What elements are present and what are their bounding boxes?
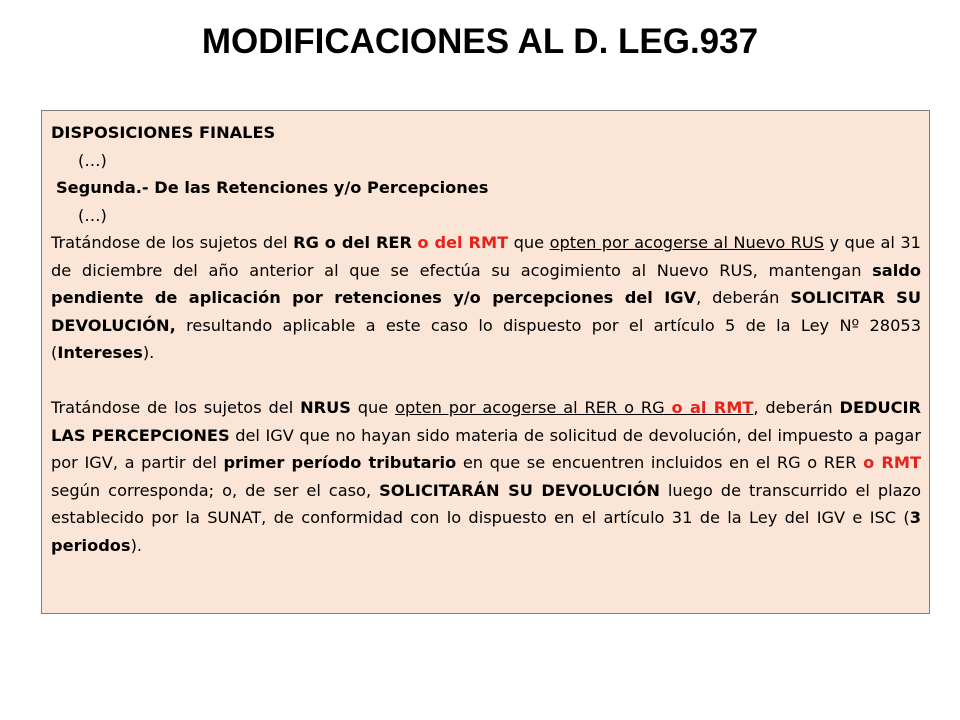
ellipsis-2: (…)	[78, 205, 107, 225]
term-saldo-pendiente: saldo pendiente de aplicación por retenciones y/o percepciones del IGV	[51, 260, 921, 307]
underlined-opten-rer-rg: opten por acogerse al RER o RG o al RMT	[395, 398, 754, 417]
term-solicitaran-devolucion: SOLICITARÁN SU DEVOLUCIÓN	[379, 480, 660, 500]
term-solicitar-devolucion: SOLICITAR SU DEVOLUCIÓN,	[51, 288, 921, 335]
term-rg-rer: RG o del RER	[293, 233, 412, 252]
paragraph-1: Tratándose de los sujetos del RG o del RER o del RMT que opten por acogerse al Nuevo RUS y que al 31 de diciembre del año anterior al que se efectúa su acogimiento al Nuevo RUS, mantengan saldo pendiente de aplicación por retenciones y/o percepciones del IGV, deberán SOLICITAR SU DEVOLUCIÓN, resultando aplicable a este caso lo dispuesto por el artículo 5 de la Ley Nº 28053 (Intereses).	[51, 233, 921, 362]
section-heading-text: DISPOSICIONES FINALES	[51, 123, 276, 142]
section-heading	[51, 119, 921, 147]
term-intereses: Intereses	[57, 343, 143, 362]
paragraph-gap	[51, 367, 921, 395]
term-primer-periodo: primer período tributario	[223, 453, 457, 472]
term-al-rmt-red: o al RMT	[671, 398, 754, 417]
term-3-periodos: 3 periodos	[51, 508, 921, 555]
term-o-rmt-red: o RMT	[863, 453, 921, 472]
underlined-opten-nuevo-rus: opten por acogerse al Nuevo RUS	[549, 233, 825, 252]
content-box	[41, 110, 930, 614]
ellipsis-1: (…)	[78, 150, 107, 170]
term-nrus: NRUS	[300, 398, 351, 417]
term-deducir-percepciones: DEDUCIR LAS PERCEPCIONES	[51, 398, 921, 445]
term-rmt-red: o del RMT	[417, 233, 509, 252]
subheading	[51, 174, 921, 202]
slide-title: MODIFICACIONES AL D. LEG.937	[201, 22, 759, 61]
subheading-text: Segunda.- De las Retenciones y/o Percepciones	[56, 178, 489, 197]
paragraph-2: Tratándose de los sujetos del NRUS que opten por acogerse al RER o RG o al RMT, deberán DEDUCIR LAS PERCEPCIONES del IGV que no hayan sido materia de solicitud de devolución, del impuesto a pagar por IGV, a partir del primer período tributario en que se encuentren incluidos en el RG o RER o RMT según corresponda; o, de ser el caso, SOLICITARÁN SU DEVOLUCIÓN luego de transcurrido el plazo establecido por la SUNAT, de conformidad con lo dispuesto en el artículo 31 de la Ley del IGV e ISC (3 periodos).	[51, 398, 922, 555]
